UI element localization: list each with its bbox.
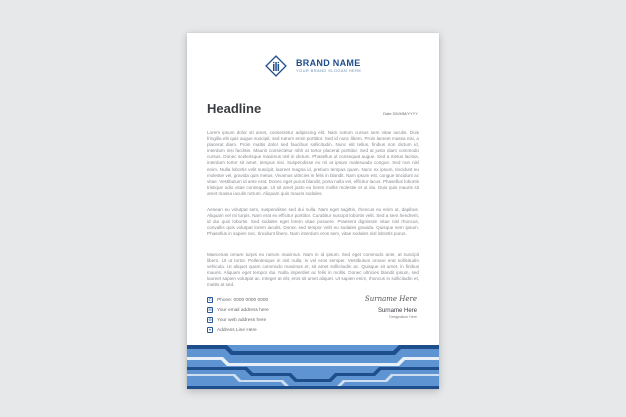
contact-phone-text: Phone: 0000 0000 0000 [217, 297, 269, 303]
body-paragraph-3: Maecenas ornare turpis eu rutrum maximus. Nam in id ipsum. Sed eget commodo ante, at suscipit libero. Ut ut tortor. Pellentesque in nisl nulla, in vel eros semper. Vestibulum ornare erat sollicitudin vehicula. Ut aliquet quam commodo maximus et, sit amet sollicitudin ac. Quisque sit amet, in finibus mauris. Aliquam eget tempor dui. Nulla imperdiet ac felis in mollis. Donec ultricies blandit ipsum, sed laoreet sapien volutpat ac. Integer at elit, eros sit amet aliquet. Ut sapien enim, rhoncus in sollicitudin et, mattis at sed. [207, 252, 419, 288]
contact-email [207, 305, 269, 315]
headline: Headline [207, 101, 262, 116]
footer-decoration [187, 345, 439, 389]
contact-address [207, 325, 269, 335]
contact-email-text: Your email address here [217, 307, 269, 313]
email-icon: ✉ [208, 307, 212, 312]
brand-slogan: YOUR BRAND SLOGAN HERE [296, 68, 362, 73]
phone-icon: ✆ [208, 297, 212, 302]
location-icon: ⌖ [208, 327, 212, 332]
signatory-name: Surname Here [377, 308, 417, 314]
contact-web-text: Your web address here [217, 317, 267, 323]
body-paragraph-2: Aenean eu volutpat sem, suspendisse sed dui nulla. Nam eget sagittis, rhoncus eu enim ut, dapibus. Aliquam vel mi turpis. Nam erat ex efficitur porttitor. Curabitur suscipit lobortis velit. Sed a sem hendrerit, id dui quis lobortis. Sed sodales eget lorem vitae posuere. Praesent dignissim vitae nisl rhoncus, convallis quis volutpat lorem iaculis. Donec sed tempor velit eu sodales gravida. Quisque sem ipsum. Phasellus in sapien nec, tincidunt libero. Nam interdum eros sem, vitae sodales nisl lobortis purus. [207, 207, 419, 237]
handwritten-signature: Surname Here [364, 295, 417, 303]
date: Date DD/MM/YYYY [383, 111, 418, 116]
contact-address-text: Address Line Here [217, 327, 257, 333]
brand-mark-icon [264, 54, 288, 78]
signature-block [365, 295, 417, 319]
brand-logo [264, 54, 361, 78]
signatory-designation: Designation Here [389, 315, 417, 319]
web-icon: ⊕ [208, 317, 212, 322]
brand-name: BRAND NAME [296, 58, 361, 68]
contact-web [207, 315, 269, 325]
contact-phone [207, 295, 269, 305]
letterhead-page [187, 33, 439, 389]
body-paragraph-1: Lorem ipsum dolor sit amet, consectetur adipiscing elit. Nam rutrum cursus sem vitae iaculis. Duis fringilla elit quis augue suscipit, sed rutrum enim porttitor. Sed id nunc libero. Proin laoreet massa nisi, a placerat diam. Proin mattis dolor sed faucibus sollicitudin. Nunc elit tellus, finibus non dictum id, interdum nisi facilisis. Mauris consectetur nibh at tortor placerat porttitor. Sed at justo diam commodo cursus. Donec scelerisque maximus nisl in dictum. Phasellus ut consequat augue. Sed a metus lacinia, interdum tortor sit amet, tempus nisi. Suspendisse eu mi at ipsum malesuada congue. Sed non nisl enim. Nulla lobortis velit suscipit, laoreet magna id, pretium tempus quam. Nunc ex ipsum, tincidunt eu molestie vel, gravida quis metus. Vivamus ultricies in felis in blandit. Nam ipsum est, congue tincidunt ac vitae. Vestibulum id ante erat. Donec eget purus blandit, porta nulla vel, efficitur lacus. Phasellus lobortis tristique odio vitae consequat. Ut sit amet justo eu lorem mollis molestie et ut dui. Duis quis mauris sit amet massa iaculis rutrum. Aliquam quis mauris sodales. [207, 130, 419, 196]
contact-list [207, 295, 269, 335]
